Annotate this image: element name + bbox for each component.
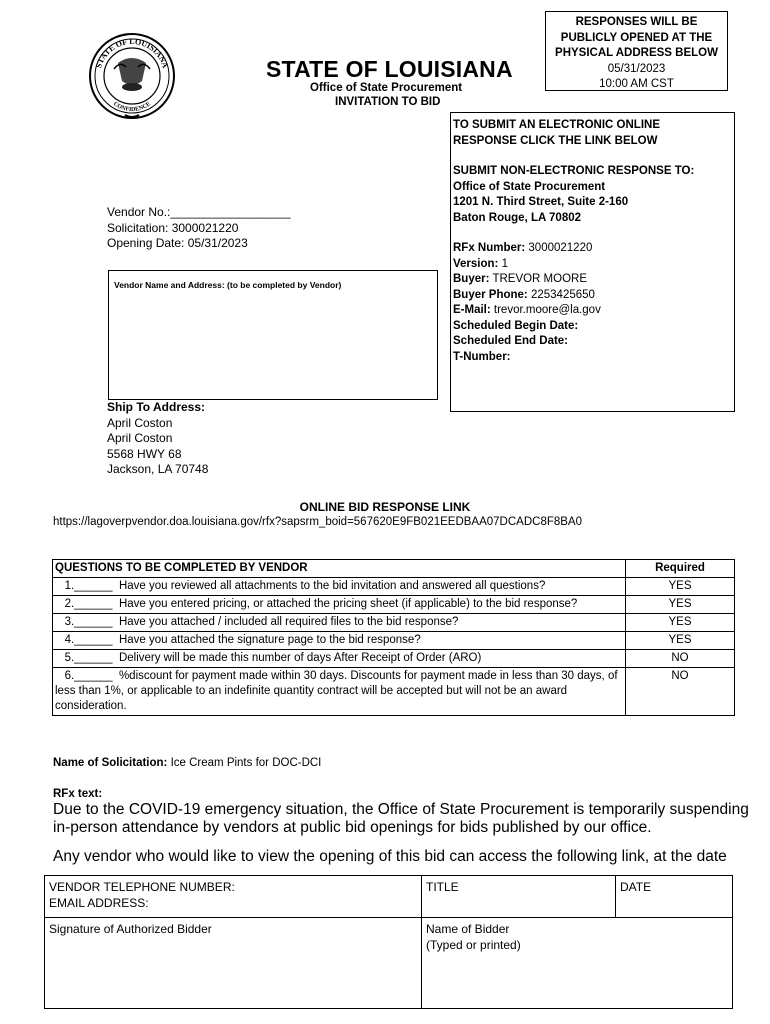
address-line-3: Baton Rouge, LA 70802 — [453, 211, 582, 224]
table-row — [53, 578, 735, 596]
ship-to-heading: Ship To Address: — [107, 400, 206, 414]
svg-text:CONFIDENCE — [112, 101, 152, 113]
buyer-phone-label: Buyer Phone: — [453, 288, 528, 301]
solicitation-name-value: Ice Cream Pints for DOC-DCI — [170, 757, 322, 769]
state-seal-icon — [80, 33, 184, 123]
bidder-name-cell[interactable] — [422, 918, 733, 1009]
address-line-2: 1201 N. Third Street, Suite 2-160 — [453, 196, 629, 208]
solicitation-name — [53, 757, 321, 769]
version-label: Version: — [453, 257, 499, 270]
date-label: DATE — [620, 880, 652, 894]
vendor-contact-cell[interactable] — [45, 876, 422, 918]
required-heading: Required — [626, 560, 735, 578]
title-cell[interactable] — [422, 876, 616, 918]
responses-box — [545, 11, 728, 91]
responses-line-2: PUBLICLY OPENED AT THE — [560, 31, 713, 44]
question-text[interactable]: 6.______ %discount for payment made within 30 days. Discounts for payment made in less than 30 days, of less than 1%, or applicable to an indefinite quantity contract will be accepted but will not be an award consideration. — [53, 668, 626, 716]
signature-table — [44, 875, 733, 1009]
bidder-name-label: Name of Bidder — [426, 922, 510, 936]
question-required: YES — [626, 578, 735, 596]
table-row — [53, 650, 735, 668]
responses-line-3: PHYSICAL ADDRESS BELOW — [555, 47, 718, 59]
question-text[interactable]: 4.______ Have you attached the signature page to the bid response? — [53, 632, 626, 650]
question-required: YES — [626, 614, 735, 632]
submission-info-box — [450, 112, 735, 412]
vendor-info — [107, 205, 291, 252]
question-text[interactable]: 5.______ Delivery will be made this number of days After Receipt of Order (ARO) — [53, 650, 626, 668]
t-number-label: T-Number: — [453, 350, 511, 363]
rfx-text-heading: RFx text: — [53, 788, 103, 800]
buyer-phone: 2253425650 — [530, 288, 595, 301]
seal-text-bottom: CONFIDENCE — [112, 101, 152, 114]
rfx-number-row — [453, 241, 734, 257]
version-row — [453, 257, 734, 273]
buyer: TREVOR MOORE — [492, 273, 587, 285]
questions-table — [52, 559, 735, 716]
rfx-text-paragraph-1: Due to the COVID-19 emergency situation, the Office of State Procurement is temporarily suspending in-person attendance by vendors at public bid openings for bids published by our office. — [53, 801, 749, 836]
signature-row-1 — [45, 876, 733, 918]
ship-to-address — [107, 400, 208, 478]
buyer-row — [453, 272, 734, 288]
page-title: STATE OF LOUISIANA — [266, 56, 513, 82]
question-text[interactable]: 3.______ Have you attached / included all required files to the bid response? — [53, 614, 626, 632]
online-bid-link[interactable]: https://lagoverpvendor.doa.louisiana.gov/rfx?sapsrm_boid=567620E9FB021EEDBAA07DCADC8F8BA0 — [53, 516, 582, 528]
ship-to-line-4: Jackson, LA 70748 — [107, 462, 209, 476]
buyer-label: Buyer: — [453, 273, 490, 285]
electronic-line-1[interactable]: TO SUBMIT AN ELECTRONIC ONLINE — [453, 119, 660, 131]
question-text[interactable]: 2.______ Have you entered pricing, or attached the pricing sheet (if applicable) to the bid response? — [53, 596, 626, 614]
address-line-1: Office of State Procurement — [453, 180, 606, 193]
signature-cell[interactable] — [45, 918, 422, 1009]
solicitation-name-label: Name of Solicitation: — [53, 757, 168, 769]
question-required: NO — [626, 650, 735, 668]
nonelectronic-heading: SUBMIT NON-ELECTRONIC RESPONSE TO: — [453, 165, 695, 177]
opening-date: 05/31/2023 — [607, 62, 666, 75]
online-link-heading: ONLINE BID RESPONSE LINK — [299, 500, 471, 514]
rfx-text-paragraph-2: Any vendor who would like to view the opening of this bid can access the following link, at the date — [53, 848, 727, 865]
questions-heading: QUESTIONS TO BE COMPLETED BY VENDOR — [53, 560, 626, 578]
bidder-name-sublabel: (Typed or printed) — [426, 938, 521, 952]
rfx-number-label: RFx Number: — [453, 242, 526, 254]
signature-row-2 — [45, 918, 733, 1009]
buyer-email-link[interactable]: trevor.moore@la.gov — [493, 304, 601, 316]
opening-date-line: Opening Date: 05/31/2023 — [107, 236, 248, 250]
question-required: YES — [626, 596, 735, 614]
ship-to-line-2: April Coston — [107, 431, 173, 445]
begin-date-label: Scheduled Begin Date: — [453, 319, 579, 332]
vendor-name-address-box[interactable] — [108, 270, 438, 400]
solicitation-number: Solicitation: 3000021220 — [107, 220, 239, 235]
table-row — [53, 614, 735, 632]
table-row — [53, 596, 735, 614]
email-row — [453, 303, 734, 319]
table-row — [53, 632, 735, 650]
questions-header-row — [53, 560, 735, 578]
vendor-telephone-label: VENDOR TELEPHONE NUMBER: — [49, 880, 235, 894]
question-required: NO — [626, 668, 735, 716]
email-label: E-Mail: — [453, 304, 491, 316]
signature-label: Signature of Authorized Bidder — [49, 922, 212, 936]
office-subtitle: Office of State Procurement — [310, 82, 463, 94]
opening-time: 10:00 AM CST — [599, 78, 674, 90]
ship-to-line-1: April Coston — [107, 415, 173, 430]
document-type: INVITATION TO BID — [335, 96, 441, 108]
rfx-number: 3000021220 — [528, 242, 593, 254]
buyer-phone-row — [453, 288, 734, 304]
version: 1 — [501, 257, 508, 270]
title-label: TITLE — [426, 880, 459, 894]
vendor-number[interactable]: Vendor No.:__________________ — [107, 205, 291, 219]
date-cell[interactable] — [616, 876, 733, 918]
vendor-name-address-label: Vendor Name and Address: (to be completed by Vendor) — [114, 280, 342, 290]
question-text[interactable]: 1.______ Have you reviewed all attachments to the bid invitation and answered all questions? — [53, 578, 626, 596]
ship-to-line-3: 5568 HWY 68 — [107, 446, 182, 461]
table-row — [53, 668, 735, 716]
seal-text-top: STATE OF LOUISIANA — [94, 36, 170, 70]
responses-line-1: RESPONSES WILL BE — [575, 16, 698, 28]
question-required: YES — [626, 632, 735, 650]
electronic-line-2[interactable]: RESPONSE CLICK THE LINK BELOW — [453, 134, 658, 147]
end-date-label: Scheduled End Date: — [453, 335, 569, 347]
vendor-email-label: EMAIL ADDRESS: — [49, 896, 149, 910]
